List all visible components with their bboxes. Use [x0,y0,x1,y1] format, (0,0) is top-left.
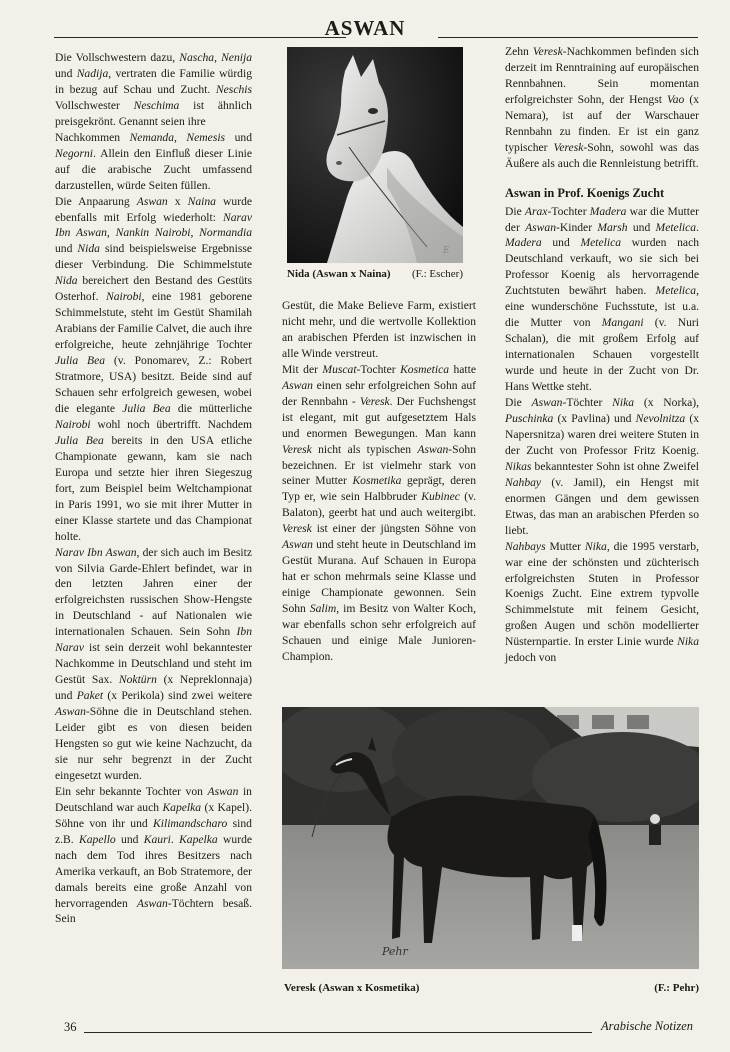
paragraph: Die Vollschwestern dazu, Nascha, Nenija und Nadija, vertraten die Familie würdig in bezug auf Schau und Zucht. Neschis Vollschwester Neschima ist ähnlich preisgekrönt. Genannt seien ihre Nachkommen Nemanda, Nemesis und Negorni. Allein den Einfluß dieser Linie auf die arabische Zucht umfassend darzustellen, würde Seiten füllen. [55,51,252,192]
veresk-caption-title: Veresk (Aswan x Kosmetika) [284,982,420,994]
svg-text:E: E [443,246,450,256]
nida-caption [287,268,463,280]
text-column-3 [505,44,699,666]
paragraph: Die Aswan-Töchter Nika (x Norka), Puschinka (x Pavlina) und Nevolnitza (x Napersnitza) waren drei weitere Stuten in der Zucht von Professor Fritz Koenig. Nikas bekanntester Sohn ist ohne Zweifel Nahbay (v. Jamil), ein Hengst mit enormen Gängen und dem gewissen Etwas, das man an arabischen Pferden so liebt. [505,396,700,537]
svg-text:Pehr: Pehr [382,945,408,958]
paragraph: Die Arax-Tochter Madera war die Mutter der Aswan-Kinder Marsh und Metelica. Madera und Metelica wurden nach Deutschland verkauft, wo sie sich bei Professor Koenig als hervorragende Zuchtstuten bewährt haben. Metelica, eine wunderschöne Fuchsstute, ist u.a. die Mutter von Mangani (v. Nuri Schalan), die mit großem Erfolg auf internationalen Schauen vorgestellt wurde und heute in der Zucht von Dr. Hans Wettke steht. [505,204,700,394]
paragraph: Ein sehr bekannte Tochter von Aswan in Deutschland war auch Kapelka (x Kapel). Söhne von ihr und Kilimandscharo sind z.B. Kapello und Kauri. Kapelka wurde nach dem Tod ihres Besitzers nach Amerika verkauft, an Bob Stratemore, der damals bereits eine große Anzahl von hervorragenden Aswan-Töchtern besaß. Sein [55,784,253,926]
dark-horse-standing-image [282,707,699,969]
footer-rule [84,1032,592,1033]
paragraph: Nahbays Mutter Nika, die 1995 verstarb, war eine der schönsten und züchterisch erfolgreichsten Stuten in Professor Koenigs Zucht. Eine extrem typvolle Schimmelstute mit feinem Gesicht, großen Augen und schön modellierter Nüsternpartie. In erster Linie wurde Nika jedoch von [505,539,699,665]
paragraph: Narav Ibn Aswan, der sich auch im Besitz von Silvia Garde-Ehlert befindet, war in den letzten Jahren einer der erfolgreichsten russischen Show-Hengste in Deutschland - auf Nationalen wie internationalen Schauen. Sein Sohn Ibn Narav ist sein derzeit wohl bekanntester Nachkomme in Deutschland und steht im Gestüt Sax. Noktürn (x Nepreklonnaja) und Paket (x Perikola) sind zwei weitere Aswan-Söhne die in Deutschland stehen. Leider gibt es von diesen beiden Hengsten so gut wie keine Nachzucht, da sie nur sehr begrenzt in der Zucht eingesetzt wurden. [55,545,252,782]
paragraph: Zehn Veresk-Nachkommen befinden sich derzeit im Renntraining auf europäischen Rennbahnen. Sein momentan erfolgreichster Sohn, der Hengst Vao (x Nemara), ist auf der Warschauer Rennbahn zu finden. Er ist ein ganz typischer Veresk-Sohn, sowohl was das Äußere als auch die Rennleistung betrifft. [505,45,699,170]
page-title: ASWAN [324,16,406,40]
photo-nida [287,47,463,263]
nida-caption-title: Nida (Aswan x Naina) [287,268,391,280]
text-column-1 [55,50,252,927]
header-rule-right [438,37,698,38]
nida-caption-credit: (F.: Escher) [411,268,463,280]
paragraph: Gestüt, die Make Believe Farm, existiert nicht mehr, und die wertvolle Kollektion an arabischen Pferden ist inzwischen in alle Winde verstreut. [282,299,476,360]
veresk-caption [284,982,701,994]
page-number: 36 [64,1020,77,1034]
section-heading: Aswan in Prof. Koenigs Zucht [505,185,665,200]
photo-veresk [282,707,699,969]
text-column-2 [282,298,476,665]
magazine-name: Arabische Notizen [601,1019,694,1033]
paragraph: Mit der Muscat-Tochter Kosmetica hatte Aswan einen sehr erfolgreichen Sohn auf der Rennbahn - Veresk. Der Fuchshengst ist elegant, mit gut aufgesetztem Hals und enormen Bewegungen. Man kann Veresk nicht als typischen Aswan-Sohn bezeichnen. Er ist vielmehr stark von seiner Mutter Kosmetika geprägt, deren Typ er, wie sein Halbbruder Kubinec (v. Balaton), geerbt hat und auch weitergibt. Veresk ist einer der jüngsten Söhne von Aswan und steht heute in Deutschland im Gestüt Murana. Auf Schauen in Europa hat er schon mehrmals seine Klasse und einige Championate gewonnen. Sein Sohn Salim, im Besitz von Walter Koch, war ebenfalls schon sehr erfolgreich auf Schauen und einige Male Junioren-Champion. [282,362,477,663]
paragraph: Die Anpaarung Aswan x Naina wurde ebenfalls mit Erfolg wiederholt: Narav Ibn Aswan, Nankin Nairobi, Normandia und Nida sind beispielsweise Ergebnisse dieser Verbindung. Die Schimmelstute Nida bereichert den Bestand des Gestüts Osterhof. Nairobi, eine 1981 geborene Schimmelstute, steht im Gestüt Shamilah Arabians der Familie Calvet, die auch ihre erfolgreiche, heute zehnjährige Tochter Julia Bea (v. Ponomarev, Z.: Robert Stratmore, USA) besitzt. Beide sind auf Schauen sehr erfolgreich gewesen, wobei die elegante Julia Bea die mütterliche Nairobi wohl noch übertrifft. Nachdem Julia Bea bereits in den USA etliche Championate gewann, kam sie nach Europa und setzte hier ihren Siegeszug fort, zum Beispiel beim Weltchampionat in Paris 1991, wo sie mit ihrer Mutter in einer Klasse startete und das Championat holte. [55,194,253,543]
veresk-caption-credit: (F.: Pehr) [654,982,699,994]
white-horse-portrait-image [287,47,463,263]
